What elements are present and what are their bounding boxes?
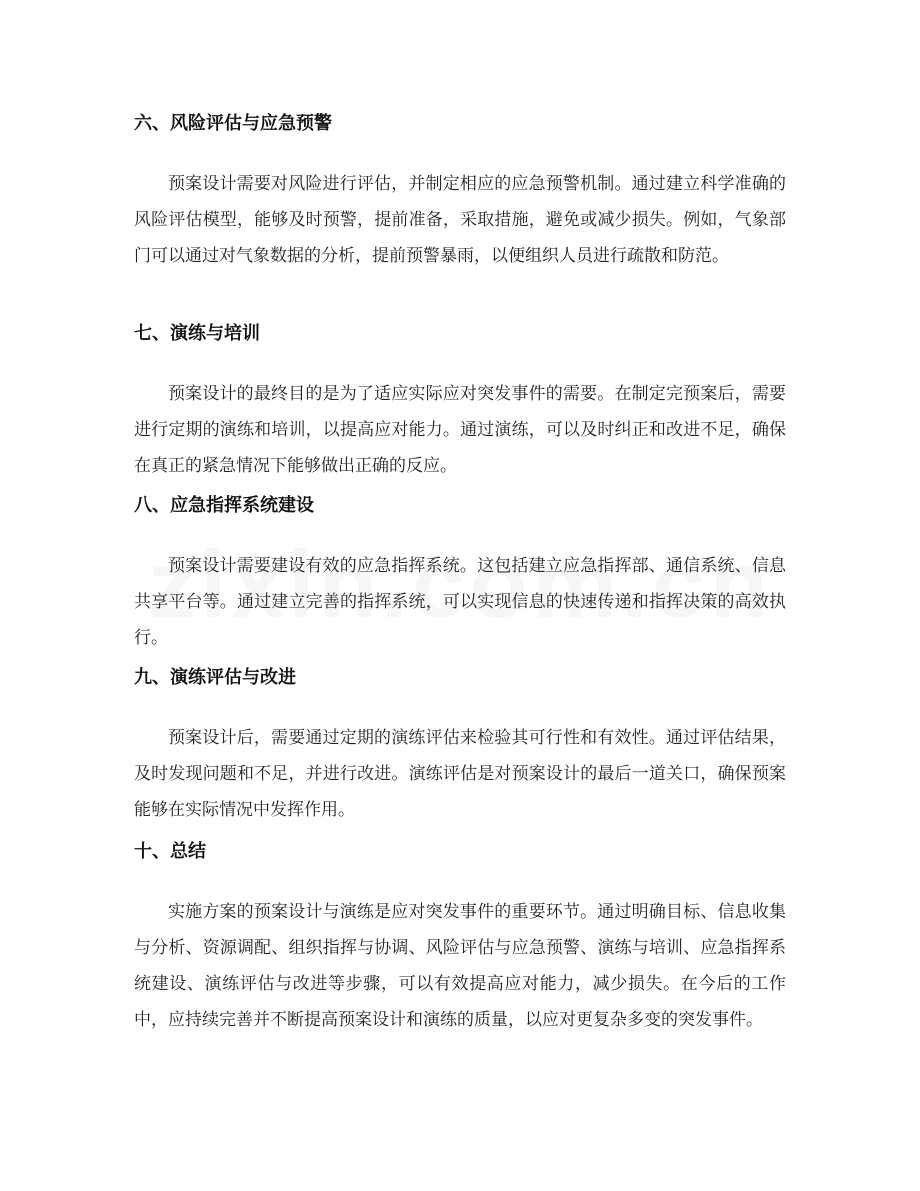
section-heading: 九、演练评估与改进 bbox=[134, 667, 296, 688]
section-paragraph: 实施方案的预案设计与演练是应对突发事件的重要环节。通过明确目标、信息收集与分析、资源调配、组织指挥与协调、风险评估与应急预警、演练与培训、应急指挥系统建设、演练评估与改进等步骤，可以有效提高应对能力，减少损失。在今后的工作中，应持续完善并不断提高预案设计和演练的质量，以应对更复杂多变的突发事件。 bbox=[134, 902, 786, 1030]
document-content bbox=[134, 104, 786, 1030]
section-paragraph: 预案设计的最终目的是为了适应实际应对突发事件的需要。在制定完预案后，需要进行定期的演练和培训，以提高应对能力。通过演练，可以及时纠正和改进不足，确保在真正的紧急情况下能够做出正确的反应。 bbox=[134, 384, 786, 476]
section-summary bbox=[134, 832, 786, 1038]
section-heading: 八、应急指挥系统建设 bbox=[134, 495, 314, 516]
section-heading: 十、总结 bbox=[134, 841, 206, 862]
section-paragraph: 预案设计需要建设有效的应急指挥系统。这包括建立应急指挥部、通信系统、信息共享平台等。通过建立完善的指挥系统，可以实现信息的快速传递和指挥决策的高效执行。 bbox=[134, 556, 786, 648]
section-heading: 七、演练与培训 bbox=[134, 323, 260, 344]
section-paragraph: 预案设计后，需要通过定期的演练评估来检验其可行性和有效性。通过评估结果，及时发现问题和不足，并进行改进。演练评估是对预案设计的最后一道关口，确保预案能够在实际情况中发挥作用。 bbox=[134, 728, 786, 820]
section-heading: 六、风险评估与应急预警 bbox=[134, 113, 332, 134]
section-command-system bbox=[134, 486, 786, 656]
section-paragraph: 预案设计需要对风险进行评估，并制定相应的应急预警机制。通过建立科学准确的风险评估模型，能够及时预警，提前准备，采取措施，避免或减少损失。例如，气象部门可以通过对气象数据的分析，提前预警暴雨，以便组织人员进行疏散和防范。 bbox=[134, 174, 786, 266]
section-drills-training bbox=[134, 314, 786, 484]
section-evaluation-improvement bbox=[134, 658, 786, 828]
section-risk-assessment bbox=[134, 104, 786, 274]
